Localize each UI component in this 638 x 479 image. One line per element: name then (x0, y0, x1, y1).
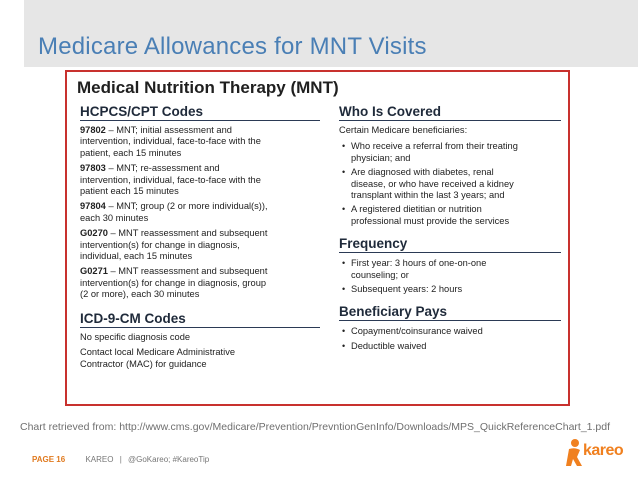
kareo-wordmark: kareo (583, 442, 624, 459)
code-desc-line: intervention(s) for change in diagnosis, (80, 239, 240, 250)
bullet-line: Deductible waived (351, 340, 427, 351)
hcpcs-heading: HCPCS/CPT Codes (80, 104, 320, 121)
code-entry (80, 266, 320, 300)
code-desc-line: (2 or more), each 30 minutes (80, 289, 200, 300)
code-desc-line: patient each 15 minutes (80, 186, 179, 197)
bullet-line: Who receive a referral from their treating (351, 141, 518, 152)
code-label: 97803 (80, 163, 106, 174)
icd-heading: ICD-9-CM Codes (80, 311, 320, 328)
code-entry (80, 228, 320, 262)
code-separator: – (107, 266, 119, 277)
code-desc-line: intervention(s) for change in diagnosis, group (80, 277, 267, 288)
code-label: G0270 (80, 228, 108, 239)
pays-heading: Beneficiary Pays (339, 304, 561, 321)
icd-line (80, 332, 320, 343)
code-desc-line: each 30 minutes (80, 212, 149, 223)
page-number: PAGE 16 (32, 455, 66, 464)
code-desc-line: MNT; initial assessment and (116, 125, 232, 135)
covered-list (339, 141, 561, 227)
code-separator: – (105, 125, 117, 135)
bullet-line: professional must provide the services (351, 215, 510, 226)
bullet-line: Copayment/coinsurance waived (351, 326, 483, 337)
code-entry (80, 125, 320, 159)
list-item (339, 141, 561, 164)
left-column (80, 104, 320, 374)
list-item (339, 258, 561, 281)
code-separator: – (105, 163, 117, 174)
kareo-logo (564, 438, 628, 470)
frequency-list (339, 258, 561, 295)
covered-heading: Who Is Covered (339, 104, 561, 121)
list-item (339, 341, 561, 352)
code-separator: – (105, 201, 117, 212)
frequency-heading: Frequency (339, 236, 561, 253)
right-column (339, 104, 561, 355)
icd-text: Contractor (MAC) for guidance (80, 358, 207, 369)
bullet-line: Are diagnosed with diabetes, renal (351, 167, 494, 178)
title-band (0, 0, 638, 67)
bullet-line: physician; and (351, 152, 411, 163)
list-item (339, 284, 561, 295)
code-label: 97802 (80, 125, 106, 135)
icd-text: No specific diagnosis code (80, 331, 191, 342)
code-desc-line: intervention, individual, face-to-face with the (80, 174, 261, 185)
footer-separator: | (119, 455, 122, 464)
code-desc-line: intervention, individual, face-to-face with the (80, 136, 261, 147)
icd-text: Contact local Medicare Administrative (80, 347, 236, 358)
pays-list (339, 326, 561, 352)
title-accent (0, 0, 24, 67)
code-label: 97804 (80, 201, 106, 212)
code-desc-line: MNT; re-assessment and (116, 163, 220, 174)
mnt-chart (65, 70, 570, 406)
bullet-line: disease, or who have received a kidney (351, 178, 514, 189)
code-desc-line: MNT; group (2 or more individual(s)), (116, 201, 268, 212)
chart-title: Medical Nutrition Therapy (MNT) (77, 78, 339, 97)
bullet-line: A registered dietitian or nutrition (351, 204, 482, 215)
code-desc-line: MNT reassessment and subsequent (118, 228, 268, 239)
code-label: G0271 (80, 266, 108, 277)
code-desc-line: MNT reassessment and subsequent (118, 266, 268, 277)
slide-footer (32, 455, 209, 464)
code-desc-line: individual, each 15 minutes (80, 251, 193, 262)
code-entry (80, 201, 320, 224)
list-item (339, 204, 561, 227)
icd-line (80, 347, 320, 370)
bullet-line: transplant within the last 3 years; and (351, 190, 505, 201)
footer-social: @GoKareo; #KareoTip (128, 455, 210, 464)
list-item (339, 167, 561, 201)
code-entry (80, 163, 320, 197)
source-citation: Chart retrieved from: http://www.cms.gov/Medicare/Prevention/PrevntionGenInfo/Downloads/MPS_QuickReferenceChart_1.pdf (20, 421, 611, 433)
footer-brand: KAREO (85, 455, 114, 464)
covered-intro: Certain Medicare beneficiaries: (339, 125, 468, 135)
bullet-line: counseling; or (351, 269, 409, 280)
code-desc-line: patient, each 15 minutes (80, 147, 182, 158)
slide-title: Medicare Allowances for MNT Visits (38, 33, 427, 60)
list-item (339, 326, 561, 337)
bullet-line: First year: 3 hours of one-on-one (351, 258, 487, 269)
bullet-line: Subsequent years: 2 hours (351, 284, 463, 295)
code-separator: – (107, 228, 119, 239)
